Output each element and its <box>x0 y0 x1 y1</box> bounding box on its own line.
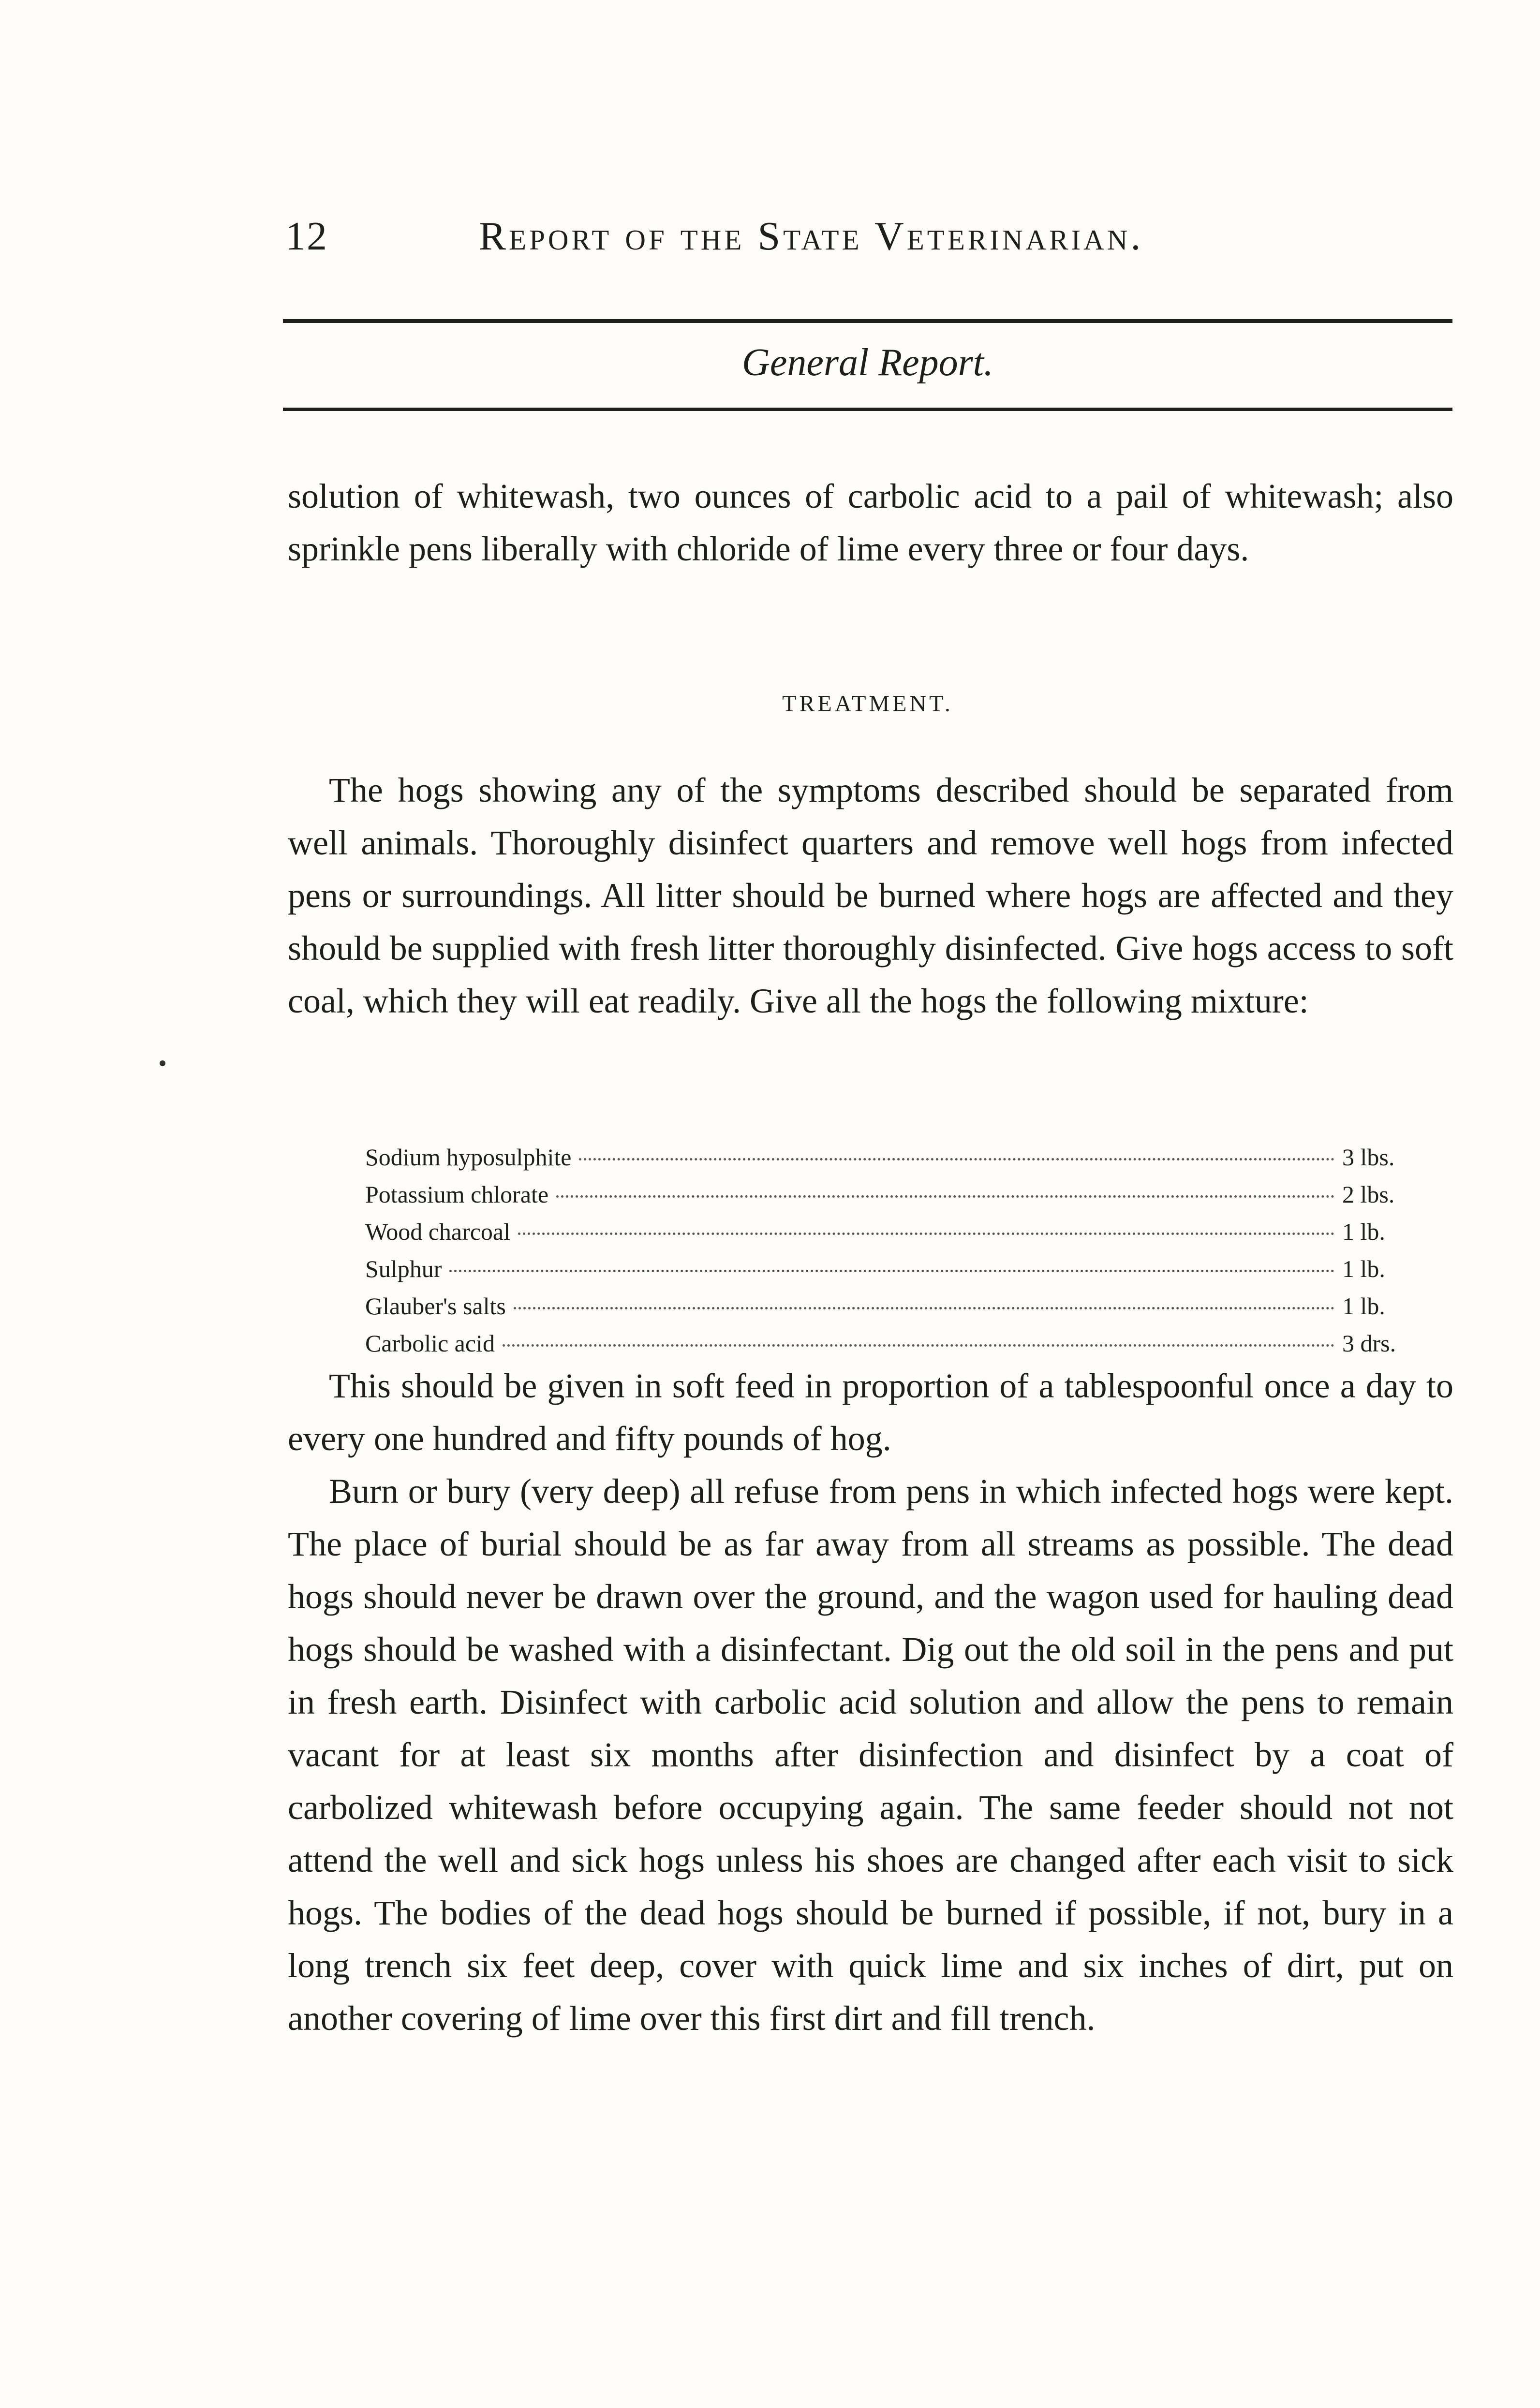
running-title: Report of the State Veterinarian. <box>479 214 1144 259</box>
page-number: 12 <box>285 214 328 259</box>
stray-ink-mark <box>160 1060 165 1066</box>
paragraph-treatment: The hogs showing any of the symptoms described should be separated from well animals. Thoroughly disinfect quarters and remove well hogs from infected pens or surroundings. All litter should be burned where hogs are affected and they should be supplied with fresh litter thoroughly disinfected. Give hogs access to soft coal, which they will eat readily. Give all the hogs the following mixture: <box>288 771 1453 1020</box>
recipe-item-qty: 2 lbs. <box>1342 1181 1395 1208</box>
leader-dots <box>503 1344 1334 1347</box>
paragraph-whitewash: solution of whitewash, two ounces of carbolic acid to a pail of whitewash; also sprinkle pens liberally with chloride of lime every three or four days. <box>288 477 1453 568</box>
treatment-heading: TREATMENT. <box>782 691 953 717</box>
leader-dots <box>514 1307 1334 1309</box>
recipe-item-name: Carbolic acid <box>365 1330 495 1357</box>
recipe-item <box>365 1325 1415 1362</box>
paragraph-disposal: Burn or bury (very deep) all refuse from pens in which infected hogs were kept. The place of burial should be as far away from all streams as possible. The dead hogs should never be drawn over the ground, and the wagon used for hauling dead hogs should be washed with a disinfectant. Dig out the old soil in the pens and put in fresh earth. Disinfect with carbolic acid solution and allow the pens to remain vacant for at least six months after disinfection and disinfect by a coat of carbolized whitewash before occupying again. The same feeder should not not attend the well and sick hogs unless his shoes are changed after each visit to sick hogs. The bodies of the dead hogs should be burned if possible, if not, bury in a long trench six feet deep, cover with quick lime and six inches of dirt, put on another covering of lime over this first dirt and fill trench. <box>288 1472 1453 2038</box>
recipe-item-qty: 3 lbs. <box>1342 1144 1395 1171</box>
recipe-item-qty: 3 drs. <box>1342 1330 1396 1357</box>
recipe-item <box>365 1176 1415 1213</box>
recipe-item <box>365 1213 1415 1250</box>
leader-dots <box>449 1270 1334 1272</box>
recipe-item <box>365 1288 1415 1325</box>
recipe-item-name: Sulphur <box>365 1255 442 1282</box>
recipe-item-qty: 1 lb. <box>1342 1218 1385 1245</box>
header-rule-bottom <box>283 408 1452 411</box>
recipe-item-qty: 1 lb. <box>1342 1255 1385 1282</box>
recipe-item-name: Sodium hyposulphite <box>365 1144 572 1171</box>
leader-dots <box>518 1233 1334 1235</box>
header-rule-top <box>283 319 1452 323</box>
running-head <box>285 213 1453 266</box>
recipe-item <box>365 1139 1415 1176</box>
leader-dots <box>579 1158 1334 1160</box>
section-heading: General Report. <box>742 341 993 384</box>
recipe-item-name: Wood charcoal <box>365 1218 510 1245</box>
paragraph-dosage: This should be given in soft feed in proportion of a tablespoonful once a day to every one hundred and fifty pounds of hog. <box>288 1366 1453 1458</box>
recipe-item-name: Potassium chlorate <box>365 1181 549 1208</box>
recipe-item <box>365 1250 1415 1288</box>
leader-dots <box>556 1195 1334 1198</box>
recipe-item-qty: 1 lb. <box>1342 1292 1385 1320</box>
recipe-list <box>365 1139 1415 1362</box>
recipe-item-name: Glauber's salts <box>365 1292 506 1320</box>
